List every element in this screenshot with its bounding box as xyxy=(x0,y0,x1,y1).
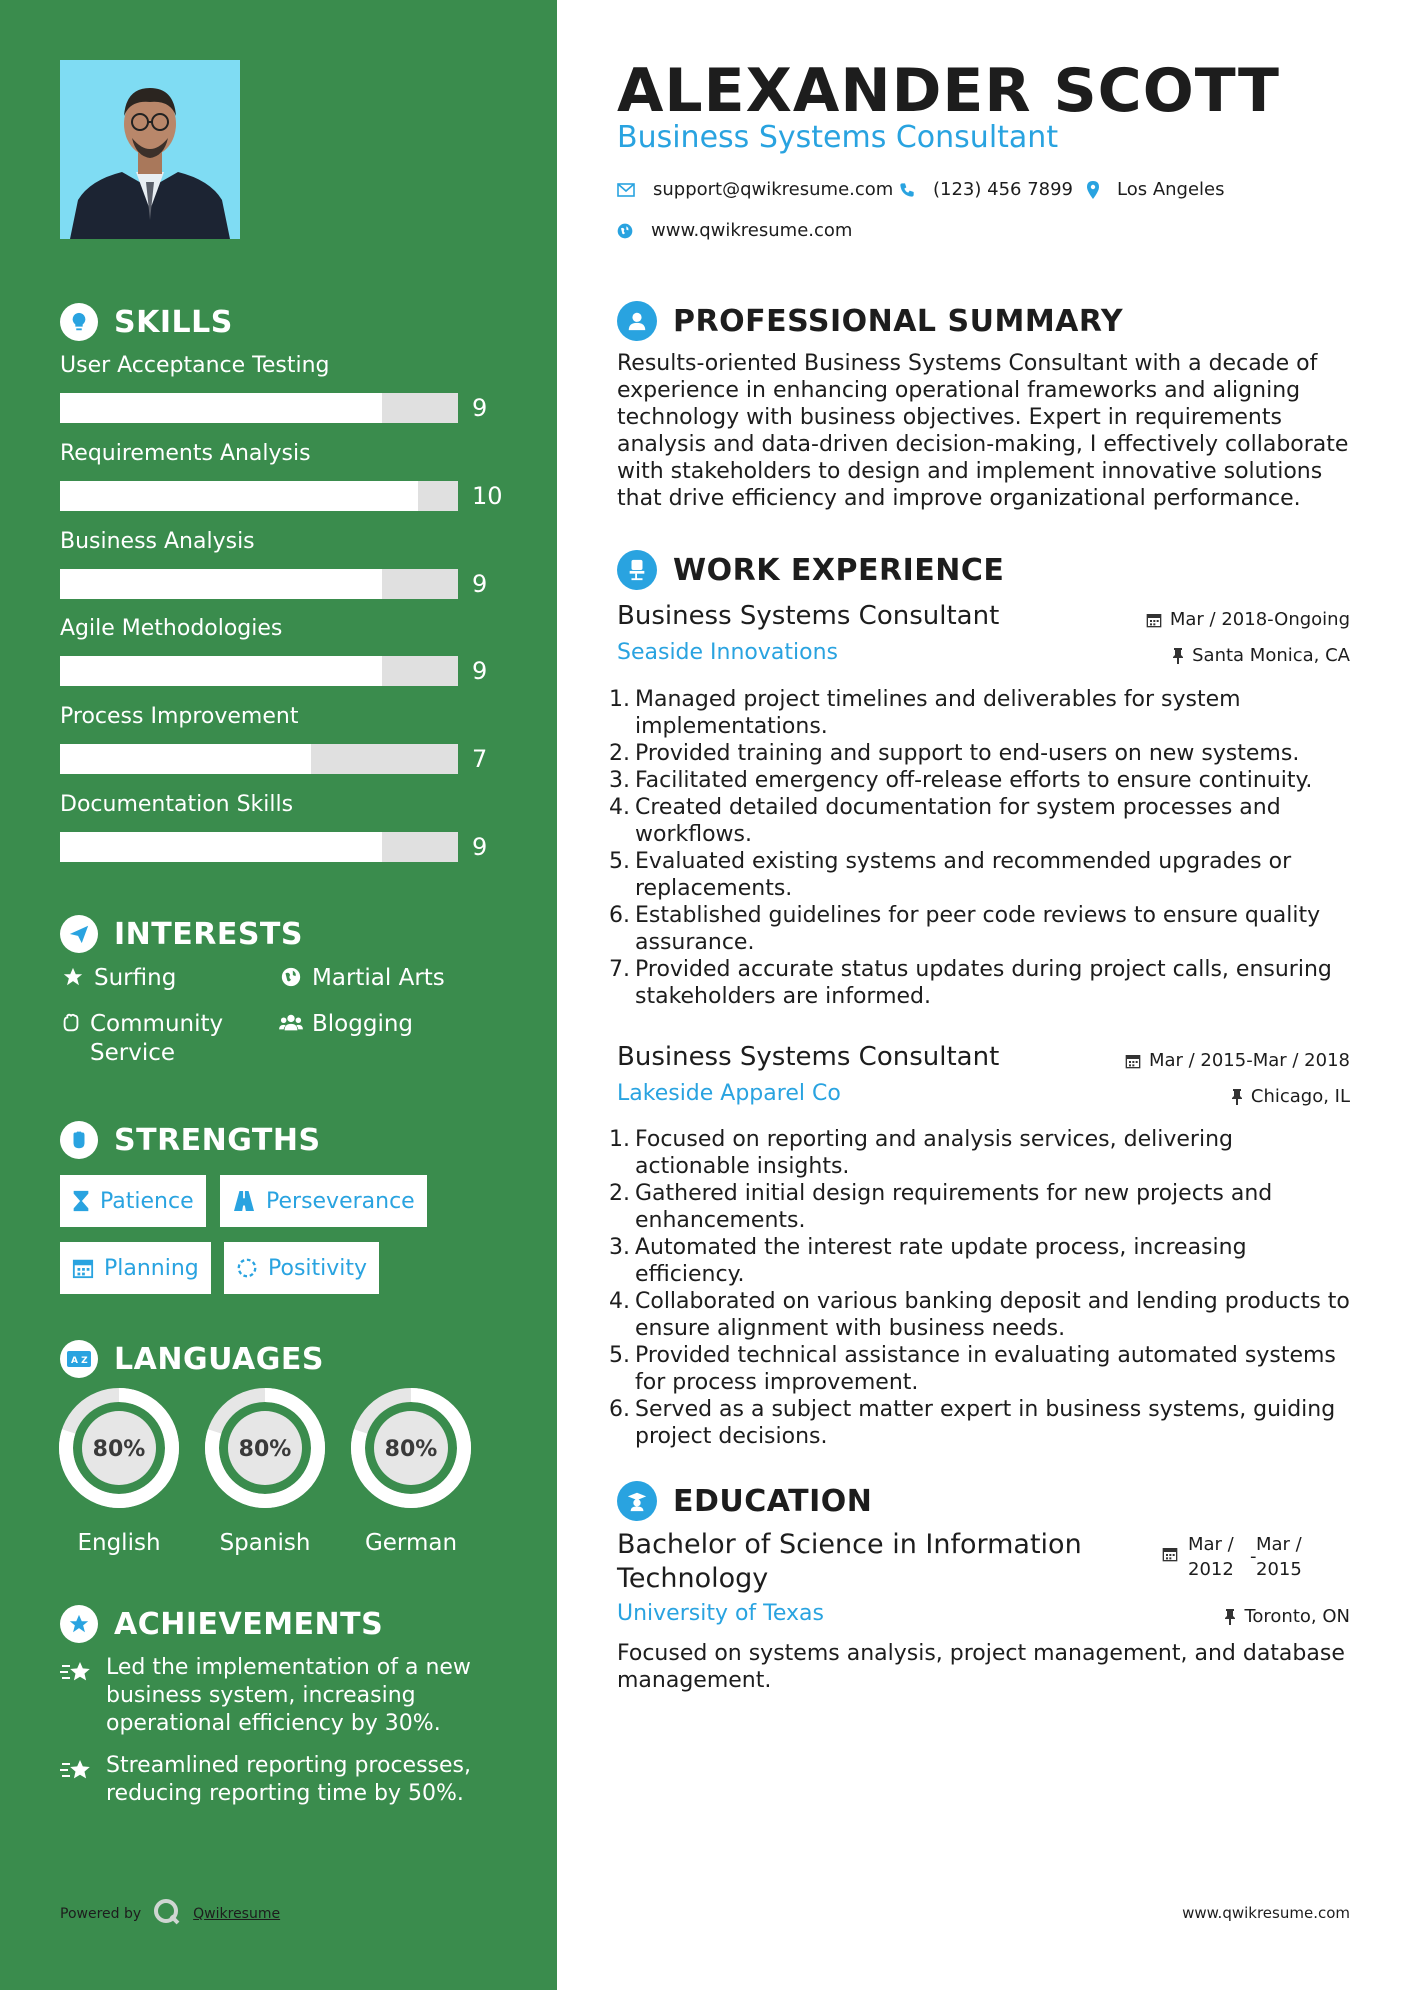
star-icon xyxy=(60,966,86,988)
envelope-icon xyxy=(617,183,635,197)
duty-item xyxy=(609,1288,1352,1342)
contact-email xyxy=(617,179,893,200)
road-icon xyxy=(232,1191,256,1211)
shooting-star-icon xyxy=(60,1756,94,1788)
education-heading xyxy=(617,1480,872,1522)
skill-bar xyxy=(60,569,500,599)
interest-label: Community Service xyxy=(90,1011,224,1066)
phone-text: (123) 456 7899 xyxy=(933,179,1074,200)
duty-number: 3. xyxy=(609,768,630,793)
job-location-text: Santa Monica, CA xyxy=(1192,645,1350,666)
skill-bar-fill xyxy=(60,393,382,423)
duty-text: Managed project timelines and deliverables for system implementations. xyxy=(635,687,1241,739)
skill-name: Business Analysis xyxy=(60,529,255,554)
calendar-icon xyxy=(72,1257,94,1279)
interest-label: Martial Arts xyxy=(312,965,445,991)
interest-item xyxy=(60,1010,260,1068)
language-percent: 80% xyxy=(92,1437,146,1462)
duty-text: Gathered initial design requirements for new projects and enhancements. xyxy=(635,1181,1273,1233)
skill-name: Process Improvement xyxy=(60,704,299,729)
strength-label: Positivity xyxy=(268,1255,368,1281)
skill-level: 9 xyxy=(472,570,488,598)
strength-tag xyxy=(60,1175,206,1227)
users-icon xyxy=(278,1012,304,1034)
chair-icon xyxy=(617,550,657,590)
user-icon xyxy=(617,301,657,341)
skill-name: Documentation Skills xyxy=(60,792,294,817)
map-marker-icon xyxy=(1087,181,1099,199)
strength-label: Perseverance xyxy=(266,1188,415,1214)
duty-number: 1. xyxy=(609,1127,630,1152)
duty-number: 5. xyxy=(609,849,630,874)
job-duties xyxy=(609,1126,1352,1450)
language-percent: 80% xyxy=(238,1437,292,1462)
svg-text:A Z: A Z xyxy=(71,1356,88,1366)
job-title: Business Systems Consultant xyxy=(617,1042,1000,1072)
duty-text: Facilitated emergency off-release efforts to ensure continuity. xyxy=(635,768,1313,793)
skill-item xyxy=(60,351,500,423)
shooting-star-icon xyxy=(60,1658,94,1690)
languages-title: LANGUAGES xyxy=(114,1341,324,1377)
strength-tag xyxy=(224,1242,379,1294)
job-dates xyxy=(1125,1050,1350,1071)
language-name: English xyxy=(77,1530,161,1556)
skill-level: 9 xyxy=(472,394,488,422)
language-item xyxy=(57,1386,181,1556)
interest-label: Blogging xyxy=(312,1011,414,1037)
skill-bar-fill xyxy=(60,832,382,862)
duty-text: Created detailed documentation for system processes and workflows. xyxy=(635,795,1281,847)
duty-text: Evaluated existing systems and recommended upgrades or replacements. xyxy=(635,849,1292,901)
job-location xyxy=(1231,1086,1350,1107)
duty-number: 2. xyxy=(609,1181,630,1206)
skill-name: Agile Methodologies xyxy=(60,616,283,641)
strength-tag xyxy=(60,1242,211,1294)
experience-heading xyxy=(617,549,1004,591)
pushpin-icon xyxy=(1231,1089,1243,1105)
skill-bar-track xyxy=(60,569,458,599)
skill-item xyxy=(60,527,500,599)
sidebar xyxy=(0,0,557,1990)
duty-item xyxy=(609,1126,1352,1180)
language-item xyxy=(349,1386,473,1556)
achievement-item xyxy=(60,1752,480,1808)
interests-title: INTERESTS xyxy=(114,916,303,952)
duty-number: 1. xyxy=(609,687,630,712)
fist-icon xyxy=(60,1121,98,1159)
duty-number: 7. xyxy=(609,957,630,982)
duty-text: Collaborated on various banking deposit and lending products to ensure alignment with business needs. xyxy=(635,1289,1350,1341)
profile-photo xyxy=(60,60,240,239)
school-name: University of Texas xyxy=(617,1601,824,1626)
job-dates xyxy=(1146,609,1350,630)
star-badge-icon xyxy=(60,1605,98,1643)
education-location-text: Toronto, ON xyxy=(1244,1606,1350,1627)
skill-name: User Acceptance Testing xyxy=(60,353,330,378)
calendar-icon xyxy=(1146,612,1162,628)
degree-title: Bachelor of Science in Information Technology xyxy=(617,1529,1082,1594)
duty-item xyxy=(609,767,1352,794)
skill-bar xyxy=(60,393,500,423)
contact-phone xyxy=(899,179,1073,200)
duty-item xyxy=(609,1180,1352,1234)
languages-heading xyxy=(60,1339,324,1379)
skill-bar-track xyxy=(60,744,458,774)
duty-item xyxy=(609,956,1352,1010)
education-dates xyxy=(1162,1532,1318,1582)
calendar-icon xyxy=(1162,1544,1178,1582)
summary-title: PROFESSIONAL SUMMARY xyxy=(673,303,1124,339)
graduate-icon xyxy=(617,1481,657,1521)
duty-number: 5. xyxy=(609,1343,630,1368)
strength-label: Patience xyxy=(100,1188,194,1214)
skill-item xyxy=(60,439,503,511)
duty-text: Provided training and support to end-users on new systems. xyxy=(635,741,1300,766)
skill-bar-fill xyxy=(60,569,382,599)
hand-icon xyxy=(60,1012,82,1034)
summary-text: Results-oriented Business Systems Consultant with a decade of experience in enhancing operational frameworks and aligning technology with business objectives. Expert in requirements analysis and data-driven decision-making, I effectively collaborate with stakeholders to design and implement innovative solutions that drive efficiency and improve organizational performance. xyxy=(617,351,1349,511)
education-location xyxy=(1224,1606,1350,1627)
skill-bar xyxy=(60,481,503,511)
skills-heading xyxy=(60,302,233,342)
qwikresume-logo-icon xyxy=(153,1898,181,1930)
main-content xyxy=(609,0,1350,1990)
language-name: Spanish xyxy=(219,1530,311,1556)
duty-item xyxy=(609,1342,1352,1396)
duty-number: 2. xyxy=(609,741,630,766)
location-text: Los Angeles xyxy=(1117,179,1225,200)
job-company: Lakeside Apparel Co xyxy=(617,1081,841,1106)
lightbulb-icon xyxy=(60,303,98,341)
skill-bar-fill xyxy=(60,744,311,774)
skill-bar-fill xyxy=(60,481,418,511)
language-name: German xyxy=(364,1530,458,1556)
duty-number: 6. xyxy=(609,1397,630,1422)
duty-item xyxy=(609,794,1352,848)
duty-text: Established guidelines for peer code reviews to ensure quality assurance. xyxy=(635,903,1321,955)
education-date-separator: - xyxy=(1250,1546,1257,1567)
skill-level: 9 xyxy=(472,833,488,861)
skill-bar xyxy=(60,744,500,774)
language-item xyxy=(203,1386,327,1556)
calendar-icon xyxy=(1125,1053,1141,1069)
language-percent: 80% xyxy=(384,1437,438,1462)
job-location-text: Chicago, IL xyxy=(1250,1086,1350,1107)
interests-heading xyxy=(60,914,303,954)
interest-label: Surfing xyxy=(94,965,177,991)
duty-item xyxy=(609,902,1352,956)
strength-tag xyxy=(220,1175,427,1227)
circle-notch-icon xyxy=(236,1257,258,1279)
job-title: Business Systems Consultant xyxy=(617,601,1000,631)
education-start: Mar / 2012 xyxy=(1188,1534,1234,1580)
achievement-text: Streamlined reporting processes, reducing reporting time by 50%. xyxy=(106,1753,471,1806)
achievement-item xyxy=(60,1654,480,1738)
duty-item xyxy=(609,1234,1352,1288)
strengths-heading xyxy=(60,1120,321,1160)
globe-icon xyxy=(617,223,633,239)
interest-item xyxy=(278,1010,413,1039)
experience-title: WORK EXPERIENCE xyxy=(673,552,1005,588)
strengths-title: STRENGTHS xyxy=(114,1122,321,1158)
job-location xyxy=(1172,645,1350,666)
skill-bar-track xyxy=(60,656,458,686)
duty-text: Automated the interest rate update process, increasing efficiency. xyxy=(635,1235,1247,1287)
contact-website xyxy=(617,220,852,241)
education-description: Focused on systems analysis, project management, and database management. xyxy=(617,1641,1345,1693)
duty-item xyxy=(609,740,1352,767)
language-progress-ring xyxy=(203,1386,327,1510)
skill-name: Requirements Analysis xyxy=(60,441,311,466)
duty-number: 6. xyxy=(609,903,630,928)
language-icon xyxy=(60,1340,98,1378)
education-end: Mar / 2015 xyxy=(1256,1534,1302,1580)
pushpin-icon xyxy=(1224,1609,1236,1625)
duty-text: Provided technical assistance in evaluating automated systems for process improvement. xyxy=(635,1343,1336,1395)
pushpin-icon xyxy=(1172,648,1184,664)
contact-location xyxy=(1087,179,1225,200)
globe-icon xyxy=(278,966,304,988)
skill-item xyxy=(60,790,500,862)
candidate-role: Business Systems Consultant xyxy=(617,120,1059,155)
duty-text: Focused on reporting and analysis services, delivering actionable insights. xyxy=(635,1127,1233,1179)
education-title: EDUCATION xyxy=(673,1483,873,1519)
hourglass-icon xyxy=(72,1190,90,1212)
skill-level: 10 xyxy=(472,482,503,510)
achievements-heading xyxy=(60,1604,383,1644)
job-dates-text: Mar / 2015-Mar / 2018 xyxy=(1148,1050,1350,1071)
summary-heading xyxy=(617,300,1123,342)
skills-title: SKILLS xyxy=(114,304,233,340)
interest-item xyxy=(278,964,445,993)
email-text[interactable]: support@qwikresume.com xyxy=(653,179,894,200)
skill-bar xyxy=(60,832,500,862)
skill-bar-track xyxy=(60,481,458,511)
duty-number: 3. xyxy=(609,1235,630,1260)
duty-item xyxy=(609,848,1352,902)
skill-level: 9 xyxy=(472,657,488,685)
powered-by-label: Powered by xyxy=(60,1906,142,1922)
skill-item xyxy=(60,702,500,774)
interest-item xyxy=(60,964,176,993)
duty-item xyxy=(609,1396,1352,1450)
phone-icon xyxy=(899,182,915,198)
duty-text: Served as a subject matter expert in business systems, guiding project decisions. xyxy=(635,1397,1336,1449)
powered-by xyxy=(60,1898,280,1930)
skill-bar-track xyxy=(60,393,458,423)
skill-bar xyxy=(60,656,500,686)
duty-text: Provided accurate status updates during project calls, ensuring stakeholders are informed. xyxy=(635,957,1332,1009)
paper-plane-icon xyxy=(60,915,98,953)
achievement-text: Led the implementation of a new business system, increasing operational efficiency by 30%. xyxy=(106,1655,471,1736)
footer-url[interactable]: www.qwikresume.com xyxy=(1182,1904,1350,1922)
achievements-title: ACHIEVEMENTS xyxy=(114,1606,384,1642)
qwikresume-link[interactable]: Qwikresume xyxy=(193,1906,281,1922)
language-progress-ring xyxy=(57,1386,181,1510)
duty-number: 4. xyxy=(609,1289,630,1314)
language-progress-ring xyxy=(349,1386,473,1510)
skill-item xyxy=(60,614,500,686)
duty-item xyxy=(609,686,1352,740)
skill-level: 7 xyxy=(472,745,488,773)
skill-bar-track xyxy=(60,832,458,862)
job-company: Seaside Innovations xyxy=(617,640,838,665)
candidate-name: ALEXANDER SCOTT xyxy=(617,56,1280,126)
website-text[interactable]: www.qwikresume.com xyxy=(651,220,853,241)
skill-bar-fill xyxy=(60,656,382,686)
strength-label: Planning xyxy=(104,1255,199,1281)
duty-number: 4. xyxy=(609,795,630,820)
job-duties xyxy=(609,686,1352,1010)
job-dates-text: Mar / 2018-Ongoing xyxy=(1169,609,1350,630)
